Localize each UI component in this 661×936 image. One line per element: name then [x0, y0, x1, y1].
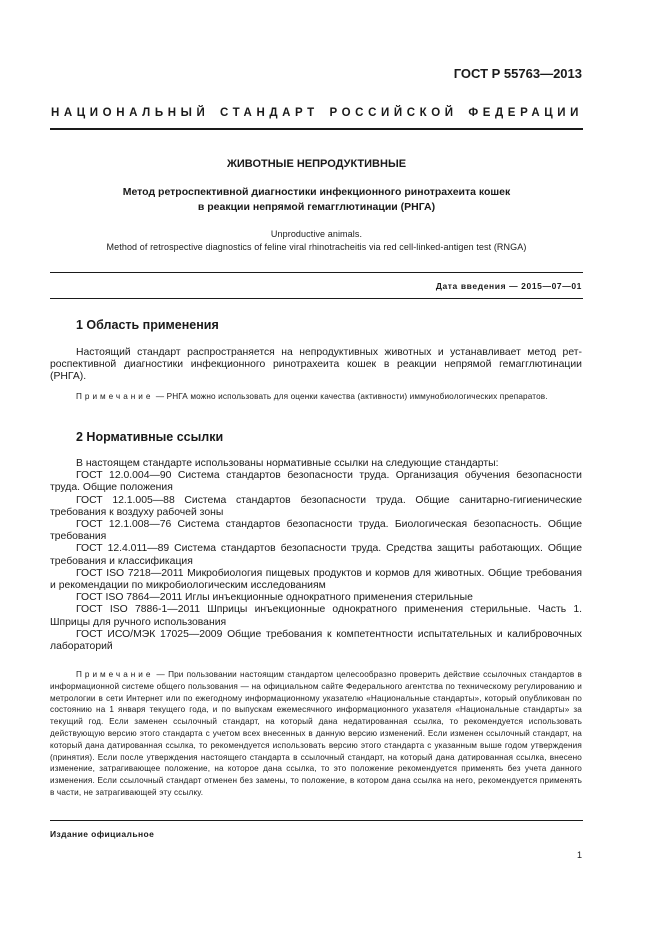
document-title-ru: [50, 185, 583, 215]
document-code: ГОСТ Р 55763—2013: [453, 66, 582, 81]
note-paragraph: [50, 391, 582, 403]
section-1-heading: 1 Область применения: [76, 318, 219, 332]
standard-title-word: ФЕДЕРАЦИИ: [468, 107, 583, 119]
reference-item: ГОСТ ISO 7886-1—2011 Шприцы инъекционные однократного применения стерильные. Часть 1. Шприцы для ручного использования: [50, 604, 582, 628]
reference-item: ГОСТ ISO 7218—2011 Микробиология пищевых продуктов и кормов для животных. Общие требования и рекомендации по микробиологическим исследованиям: [50, 567, 582, 592]
reference-item: ГОСТ 12.1.005—88 Система стандартов безопасности труда. Общие санитарно-гигиенические требования к воздуху рабочей зоны: [50, 494, 582, 518]
intro-rule-bottom: [50, 298, 583, 299]
title-en-line: Unproductive animals.: [270, 229, 363, 239]
document-title-en: [50, 228, 583, 254]
section-2-text: [50, 458, 582, 653]
page-number: 1: [576, 850, 582, 860]
standard-title-word: СТАНДАРТ: [220, 107, 319, 119]
title-ru-line: в реакции непрямой гемагглютинации (РНГА): [197, 201, 436, 213]
footer-rule: [50, 820, 583, 821]
note-label: Примечание: [76, 670, 154, 679]
header-rule: [50, 128, 583, 130]
paragraph: Настоящий стандарт распространяется на непродуктивных животных и устанавливает метод ретроспективной диагностики инфекционного ринотрахеита кошек в реакции непрямой гемагглютинации (РНГА).: [50, 347, 582, 383]
reference-item: ГОСТ ИСО/МЭК 17025—2009 Общие требования к компетентности испытательных и калибровочных лабораторий: [50, 628, 582, 653]
reference-item: ГОСТ 12.1.008—76 Система стандартов безопасности труда. Биологическая безопасность. Общие требования: [50, 519, 582, 543]
title-en-line: Method of retrospective diagnostics of feline viral rhinotracheitis via red cell-linked-antigen test (RNGA): [106, 242, 527, 252]
section-2-note: [50, 669, 582, 799]
document-subject: ЖИВОТНЫЕ НЕПРОДУКТИВНЫЕ: [226, 158, 407, 170]
note-paragraph: [50, 669, 582, 799]
reference-item: ГОСТ 12.4.011—89 Система стандартов безопасности труда. Средства защиты работающих. Общие требования и классификация: [50, 543, 582, 567]
edition-label: Издание официальное: [50, 829, 155, 839]
intro-rule-top: [50, 272, 583, 273]
note-label: Примечание: [76, 392, 154, 401]
section-1-text: [50, 347, 582, 384]
standard-title: [51, 107, 583, 119]
section-2-heading: 2 Нормативные ссылки: [76, 430, 224, 444]
standard-title-word: НАЦИОНАЛЬНЫЙ: [51, 107, 210, 119]
title-ru-line: Метод ретроспективной диагностики инфекционного ринотрахеита кошек: [122, 186, 511, 198]
reference-item: ГОСТ 12.0.004—90 Система стандартов безопасности труда. Организация обучения безопасности труда. Общие положения: [50, 470, 582, 494]
note-text: — При пользовании настоящим стандартом целесообразно проверить действие ссылочных стандартов в информационной системе общего пользования — на официальном сайте Федерального агентства по техническому регулированию и метрологии в сети Интернет или по ежегодному информационному указателю «Национальные стандарты», который опубликован по состоянию на 1 января текущего года, и по выпускам ежемесячного информационного указателя «Национальные стандарты» за текущий год. Если заменен ссылочный стандарт, на который дана недатированная ссылка, то рекомендуется использовать действующую версию этого стандарта с учетом всех внесенных в данную версию изменений. Если изменен ссылочный стандарт, на который дана датированная ссылка, то рекомендуется использовать версию этого стандарта с указанным выше годом утверждения (принятия). Если после утверждения настоящего стандарта в ссылочный стандарт, на который дана датированная ссылка, внесено изменение, затрагивающее положение, на которое дана ссылка, то это положение рекомендуется применять без учета данного изменения. Если ссылочный стандарт отменен без замены, то положение, в котором дана ссылка на него, рекомендуется применять в части, не затрагивающей эту ссылку.: [50, 670, 582, 797]
introduction-date: Дата введения — 2015—07—01: [435, 281, 582, 291]
section-1-note: [50, 391, 582, 403]
standard-title-word: РОССИЙСКОЙ: [329, 107, 458, 119]
paragraph: В настоящем стандарте использованы нормативные ссылки на следующие стандарты:: [76, 458, 499, 469]
note-text: — РНГА можно использовать для оценки качества (активности) иммунобиологических препаратов.: [153, 392, 548, 401]
reference-item: ГОСТ ISO 7864—2011 Иглы инъекционные однократного применения стерильные: [76, 592, 473, 604]
